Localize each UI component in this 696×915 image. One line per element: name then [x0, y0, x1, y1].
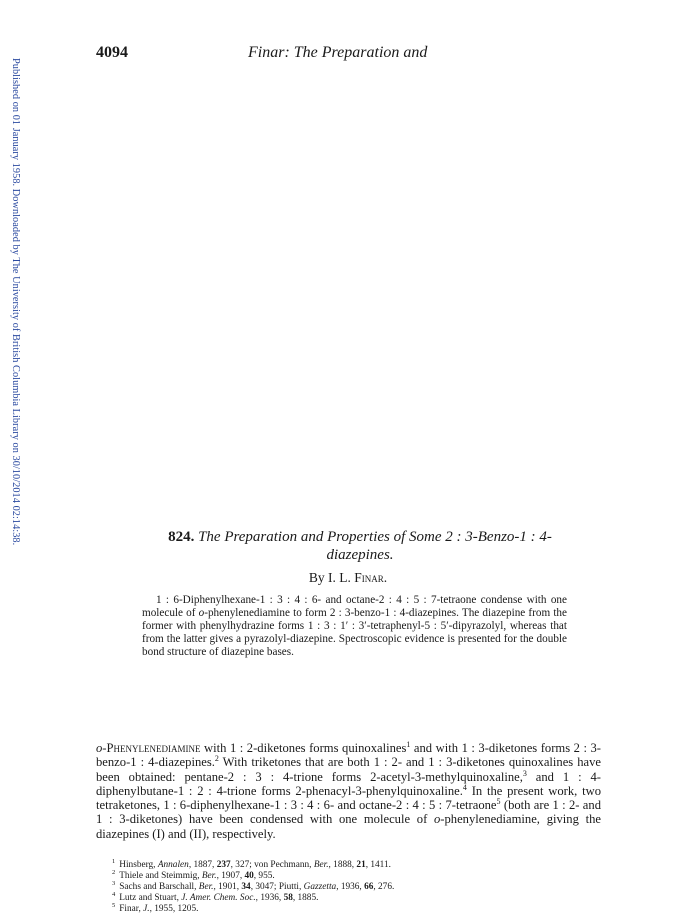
body-lead-italic: o — [96, 741, 103, 755]
article-number: 824. — [168, 529, 195, 545]
reference-volume: 21 — [356, 860, 366, 870]
abstract-paragraph — [142, 594, 567, 659]
reference-text: , 1411. — [365, 860, 391, 870]
reference-text: , 3047; Piutti, — [250, 881, 304, 892]
reference-text: , 1955, 1205. — [149, 903, 199, 914]
reference-text: , 327; von Pechmann, — [230, 860, 314, 870]
reference-volume: 34 — [241, 881, 251, 892]
reference-volume: 66 — [364, 881, 374, 892]
reference-text: Finar, — [119, 903, 144, 914]
body-text-run: (both are 1 : 2- and 1 : 3-diketones) have been condensed with one molecule of — [96, 798, 601, 827]
body-text-run: In the present work, two tetraketones, 1 : 6-diphenylhexane-1 : 3 : 4 : 6- and octane-2 : 4 : 5 : 7-tetraone — [96, 783, 601, 813]
reference-number: 3 — [112, 879, 116, 887]
reference-journal: Ber. — [201, 870, 217, 881]
body-text-run: -phenylenediamine, giving the diazepines (I) and (II), respectively. — [96, 812, 601, 841]
abstract-text: -phenylenediamine to form 2 : 3-benzo-1 : 4-diazepines. The diazepine from the former with phenylhydrazine forms 1 : 3 : 1′ : 3′-tetraphenyl-5 : 5′-dipyrazolyl, whereas that from the latter gives a pyrazolyl-diazepine. Spectroscopic evidence is presented for the double bond structure of diazepine bases. — [142, 606, 567, 658]
body-lead-word: -Phenylenediamine — [102, 741, 201, 755]
reference-text: , 1907, — [216, 870, 245, 881]
footnote-marker: 3 — [522, 768, 527, 778]
reference-text: , 1885. — [292, 892, 319, 903]
body-italic: o — [434, 812, 441, 827]
reference-volume: 40 — [244, 870, 254, 881]
reference-text: Lutz and Stuart, — [119, 892, 182, 903]
reference-volume: 237 — [216, 860, 231, 870]
body-text-run: and with 1 : 3-diketones forms 2 : 3-benzo-1 : 4-diazepines. — [96, 741, 601, 770]
body-text-run: with 1 : 2-diketones forms quinoxalines — [200, 741, 407, 755]
reference-journal: Ber. — [198, 881, 214, 892]
reference-journal: J. Amer. Chem. Soc. — [181, 892, 256, 903]
reference-text: , 1887, — [188, 860, 217, 870]
reference-volume: 58 — [283, 892, 293, 903]
reference-text: , 1936, — [336, 881, 365, 892]
body-text-run: and 1 : 4-diphenylbutane-1 : 2 : 4-trione forms 2-phenacyl-3-phenylquinoxaline. — [96, 769, 601, 798]
reference-item — [112, 879, 592, 893]
reference-text: Sachs and Barschall, — [119, 881, 199, 892]
reference-text: , 276. — [373, 881, 395, 892]
reference-text: , 1936, — [255, 892, 284, 903]
reference-item — [112, 857, 592, 871]
footnote-marker: 2 — [214, 754, 219, 764]
author-line — [96, 570, 600, 586]
reference-journal: Annalen — [157, 860, 189, 870]
reference-text: Thiele and Steimmig, — [119, 870, 202, 881]
reference-text: , 1901, — [213, 881, 242, 892]
article-title-line1 — [120, 528, 600, 546]
reference-journal: Gazzetta — [303, 881, 337, 892]
page-number: 4094 — [96, 44, 128, 61]
reference-item — [112, 901, 592, 915]
abstract-italic: o — [198, 606, 205, 619]
reference-number: 1 — [112, 857, 116, 865]
reference-text: , 955. — [253, 870, 275, 881]
body-paragraph — [96, 741, 601, 841]
body-text-run: With triketones that are both 1 : 2- and 1 : 3-diketones quinoxalines have been obtained: pentane-2 : 3 : 4-trione forms 2-acetyl-3-methylquinoxaline, — [96, 755, 601, 784]
reference-item — [112, 890, 592, 904]
author-name: Finar. — [354, 570, 388, 585]
reference-journal: J. — [143, 903, 150, 914]
reference-text: Hinsberg, — [119, 860, 158, 870]
footnote-marker: 5 — [496, 797, 501, 806]
article-title-text: The Preparation and Properties of Some 2 : 3-Benzo-1 : 4- — [198, 529, 552, 545]
running-title: Finar: The Preparation and — [248, 44, 428, 61]
references — [112, 857, 592, 915]
reference-number: 4 — [112, 890, 116, 898]
footnote-marker: 1 — [406, 739, 411, 749]
reference-number: 2 — [112, 868, 116, 876]
article-title — [120, 528, 600, 564]
reference-number: 5 — [112, 901, 116, 909]
reference-journal: Ber. — [313, 860, 329, 870]
author-prefix: By I. L. — [308, 570, 355, 585]
download-watermark — [2, 0, 21, 912]
footnote-marker: 4 — [462, 782, 467, 792]
abstract-text: 1 : 6-Diphenylhexane-1 : 3 : 4 : 6- and octane-2 : 4 : 5 : 7-tetraone condense with one molecule of — [142, 594, 567, 619]
download-watermark-text: Published on 01 January 1958. Downloaded by The University of British Columbia Library on 30/10/2014 02:14:38. — [10, 58, 21, 546]
body-text — [96, 741, 601, 841]
reference-text: , 1888, — [328, 860, 357, 870]
reference-item — [112, 868, 592, 882]
article-title-line2: diazepines. — [326, 547, 394, 563]
abstract — [142, 594, 567, 659]
